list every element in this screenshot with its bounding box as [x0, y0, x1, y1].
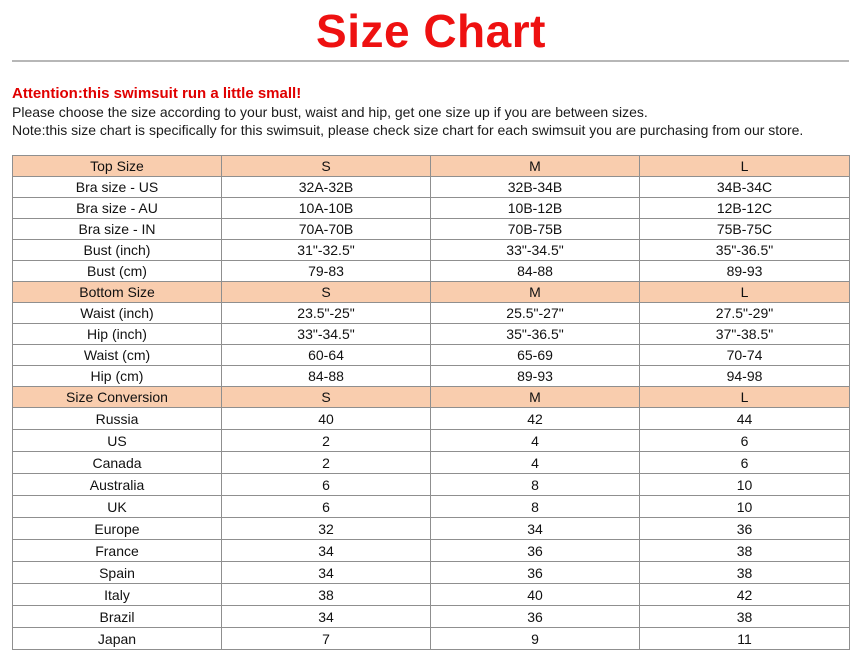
size-s-cell: 10A-10B [222, 198, 431, 219]
size-s-cell: 34 [222, 606, 431, 628]
measurement-label-cell: Canada [13, 452, 222, 474]
size-m-header-cell: M [431, 156, 640, 177]
table-row [13, 219, 850, 240]
measurement-label-cell: Australia [13, 474, 222, 496]
size-s-cell: 7 [222, 628, 431, 650]
table-row [13, 606, 850, 628]
table-row [13, 198, 850, 219]
table-row [13, 324, 850, 345]
table-row [13, 240, 850, 261]
measurement-label-cell: US [13, 430, 222, 452]
size-s-cell: 23.5"-25" [222, 303, 431, 324]
section-header-row [13, 282, 850, 303]
size-s-cell: 6 [222, 496, 431, 518]
size-s-cell: 34 [222, 562, 431, 584]
note-text: Note:this size chart is specifically for this swimsuit, please check size chart for each swimsuit you are purchasing from our store. [12, 122, 804, 138]
size-l-cell: 38 [640, 540, 850, 562]
size-chart-table [12, 155, 850, 650]
size-l-header-cell: L [640, 387, 850, 408]
section-title-cell: Bottom Size [13, 282, 222, 303]
measurement-label-cell: Europe [13, 518, 222, 540]
size-m-cell: 9 [431, 628, 640, 650]
size-s-header-cell: S [222, 156, 431, 177]
size-l-cell: 10 [640, 474, 850, 496]
size-m-cell: 8 [431, 474, 640, 496]
section-header-row [13, 387, 850, 408]
size-m-cell: 84-88 [431, 261, 640, 282]
section-header-row [13, 156, 850, 177]
size-m-cell: 36 [431, 606, 640, 628]
page-title: Size Chart [316, 5, 546, 57]
measurement-label-cell: Bust (cm) [13, 261, 222, 282]
size-l-cell: 75B-75C [640, 219, 850, 240]
size-s-cell: 40 [222, 408, 431, 430]
table-row [13, 540, 850, 562]
size-l-cell: 6 [640, 430, 850, 452]
size-l-cell: 12B-12C [640, 198, 850, 219]
size-s-cell: 84-88 [222, 366, 431, 387]
section-title-cell: Top Size [13, 156, 222, 177]
measurement-label-cell: Spain [13, 562, 222, 584]
attention-text: Attention:this swimsuit run a little small! [12, 85, 302, 102]
size-s-cell: 6 [222, 474, 431, 496]
size-l-cell: 6 [640, 452, 850, 474]
size-l-header-cell: L [640, 282, 850, 303]
size-l-cell: 44 [640, 408, 850, 430]
size-s-cell: 33"-34.5" [222, 324, 431, 345]
size-l-cell: 37"-38.5" [640, 324, 850, 345]
table-row [13, 562, 850, 584]
size-m-cell: 25.5"-27" [431, 303, 640, 324]
size-s-cell: 31"-32.5" [222, 240, 431, 261]
section-title-cell: Size Conversion [13, 387, 222, 408]
table-row [13, 518, 850, 540]
size-l-cell: 70-74 [640, 345, 850, 366]
size-s-header-cell: S [222, 387, 431, 408]
size-m-cell: 40 [431, 584, 640, 606]
size-l-cell: 89-93 [640, 261, 850, 282]
table-row [13, 628, 850, 650]
size-m-cell: 8 [431, 496, 640, 518]
size-s-cell: 70A-70B [222, 219, 431, 240]
size-s-cell: 32A-32B [222, 177, 431, 198]
size-l-cell: 27.5"-29" [640, 303, 850, 324]
size-s-cell: 38 [222, 584, 431, 606]
size-l-cell: 34B-34C [640, 177, 850, 198]
size-m-cell: 65-69 [431, 345, 640, 366]
table-row [13, 408, 850, 430]
table-row [13, 345, 850, 366]
measurement-label-cell: Hip (cm) [13, 366, 222, 387]
table-row [13, 496, 850, 518]
size-l-cell: 11 [640, 628, 850, 650]
size-m-cell: 32B-34B [431, 177, 640, 198]
size-m-cell: 89-93 [431, 366, 640, 387]
size-s-cell: 2 [222, 430, 431, 452]
size-s-cell: 2 [222, 452, 431, 474]
measurement-label-cell: Hip (inch) [13, 324, 222, 345]
size-m-header-cell: M [431, 282, 640, 303]
table-row [13, 430, 850, 452]
size-l-cell: 35"-36.5" [640, 240, 850, 261]
size-s-header-cell: S [222, 282, 431, 303]
size-m-cell: 34 [431, 518, 640, 540]
size-m-cell: 36 [431, 540, 640, 562]
measurement-label-cell: Bra size - US [13, 177, 222, 198]
measurement-label-cell: Italy [13, 584, 222, 606]
measurement-label-cell: Waist (inch) [13, 303, 222, 324]
size-m-cell: 36 [431, 562, 640, 584]
measurement-label-cell: Russia [13, 408, 222, 430]
table-row [13, 303, 850, 324]
notes-block [12, 84, 852, 139]
size-l-header-cell: L [640, 156, 850, 177]
size-s-cell: 34 [222, 540, 431, 562]
size-m-cell: 4 [431, 452, 640, 474]
size-m-cell: 35"-36.5" [431, 324, 640, 345]
table-row [13, 177, 850, 198]
measurement-label-cell: Waist (cm) [13, 345, 222, 366]
measurement-label-cell: UK [13, 496, 222, 518]
size-m-cell: 10B-12B [431, 198, 640, 219]
size-l-cell: 10 [640, 496, 850, 518]
size-s-cell: 60-64 [222, 345, 431, 366]
measurement-label-cell: Bust (inch) [13, 240, 222, 261]
table-row [13, 452, 850, 474]
size-l-cell: 94-98 [640, 366, 850, 387]
size-s-cell: 79-83 [222, 261, 431, 282]
table-row [13, 474, 850, 496]
measurement-label-cell: Japan [13, 628, 222, 650]
size-m-cell: 42 [431, 408, 640, 430]
measurement-label-cell: France [13, 540, 222, 562]
size-m-cell: 33"-34.5" [431, 240, 640, 261]
size-m-header-cell: M [431, 387, 640, 408]
size-l-cell: 36 [640, 518, 850, 540]
title-divider [12, 60, 849, 62]
size-m-cell: 4 [431, 430, 640, 452]
size-l-cell: 42 [640, 584, 850, 606]
measurement-label-cell: Bra size - AU [13, 198, 222, 219]
table-row [13, 261, 850, 282]
measurement-label-cell: Brazil [13, 606, 222, 628]
size-l-cell: 38 [640, 562, 850, 584]
size-s-cell: 32 [222, 518, 431, 540]
table-row [13, 584, 850, 606]
size-l-cell: 38 [640, 606, 850, 628]
size-m-cell: 70B-75B [431, 219, 640, 240]
measurement-label-cell: Bra size - IN [13, 219, 222, 240]
table-row [13, 366, 850, 387]
instruction-text: Please choose the size according to your bust, waist and hip, get one size up if you are between sizes. [12, 104, 648, 120]
